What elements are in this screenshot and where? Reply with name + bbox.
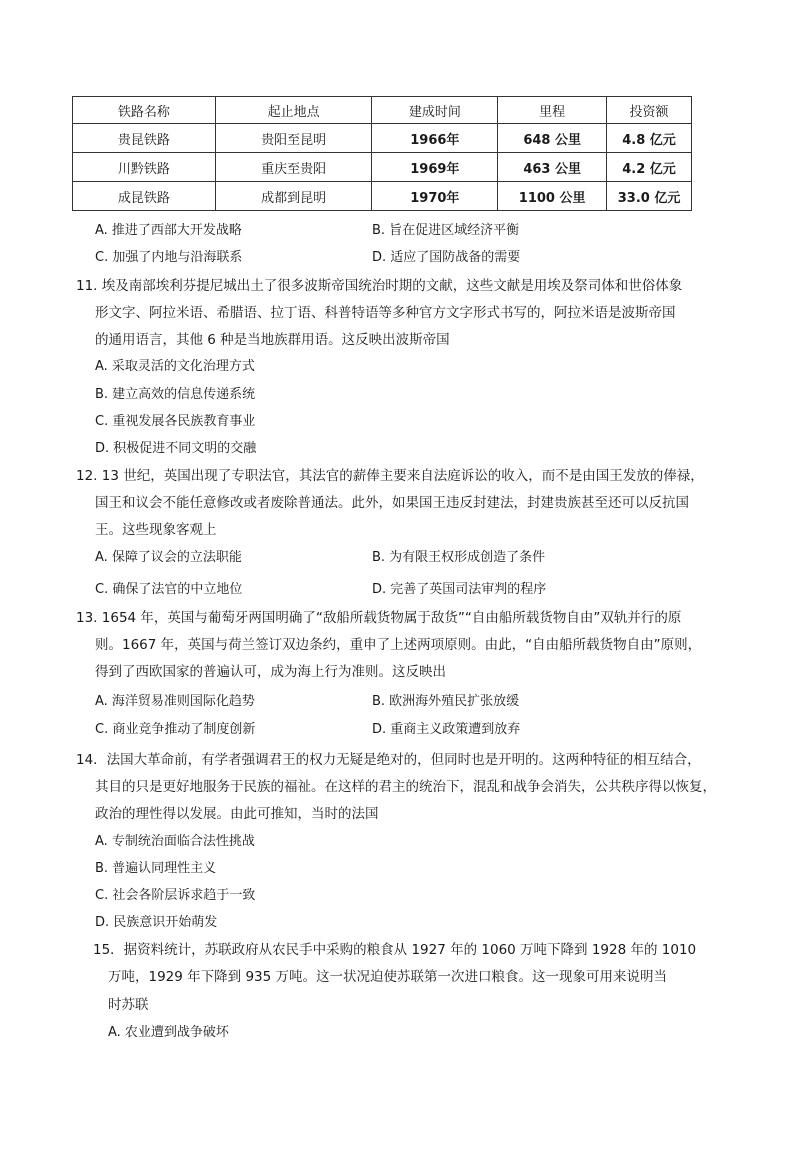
q12-option-d: D. 完善了英国司法审判的程序 (372, 582, 547, 597)
table-cell: 4.2 亿元 (607, 153, 692, 182)
table-cell: 463 公里 (498, 153, 607, 182)
q15-stem-line-3: 时苏联 (108, 997, 149, 1013)
table-cell: 4.8 亿元 (607, 124, 692, 153)
q15-stem-line-1: 15．据资料统计，苏联政府从农民手中采购的粮食从 1927 年的 1060 万吨下降到 1928 年的 1010 (93, 942, 697, 958)
q13-stem-line-2: 则。1667 年，英国与荷兰签订双边条约，重申了上述两项原则。由此，“自由船所载货物自由”原则， (95, 637, 702, 653)
table-header-cell: 投资额 (607, 97, 692, 124)
q15-stem-line-2: 万吨，1929 年下降到 935 万吨。这一状况迫使苏联第一次进口粮食。这一现象可用来说明当 (108, 969, 667, 985)
q10-option-a: A. 推进了西部大开发战略 (95, 223, 242, 238)
q13-option-c: C. 商业竞争推动了制度创新 (95, 722, 256, 737)
railway-table (72, 96, 692, 211)
q13-option-d: D. 重商主义政策遭到放弃 (372, 722, 521, 737)
q11-option-a: A. 采取灵活的文化治理方式 (95, 359, 255, 374)
q11-option-c: C. 重视发展各民族教育事业 (95, 414, 256, 429)
table-cell: 1969年 (372, 153, 498, 182)
q11-stem-line-3: 的通用语言，其他 6 种是当地族群用语。这反映出波斯帝国 (95, 332, 450, 348)
q11-stem-line-2: 形文字、阿拉米语、希腊语、拉丁语、科普特语等多种官方文字形式书写的，阿拉米语是波斯帝国 (95, 305, 676, 321)
q10-option-b: B. 旨在促进区域经济平衡 (372, 223, 520, 238)
q14-option-d: D. 民族意识开始萌发 (95, 915, 218, 930)
q11-option-d: D. 积极促进不同文明的交融 (95, 441, 257, 456)
table-cell: 贵阳至昆明 (215, 124, 372, 153)
q14-stem-line-3: 政治的理性得以发展。由此可推知，当时的法国 (95, 806, 379, 822)
q14-option-a: A. 专制统治面临合法性挑战 (95, 834, 255, 849)
table-cell: 川黔铁路 (73, 153, 216, 182)
q10-option-d: D. 适应了国防战备的需要 (372, 250, 521, 265)
table-header-cell: 建成时间 (372, 97, 498, 124)
q12-stem-line-1: 12. 13 世纪，英国出现了专职法官，其法官的薪俸主要来自法庭诉讼的收入，而不是由国王发放的俸禄， (76, 468, 704, 484)
q12-stem-line-3: 王。这些现象客观上 (95, 522, 217, 538)
table-cell: 重庆至贵阳 (215, 153, 372, 182)
table-cell: 1100 公里 (498, 182, 607, 211)
q14-stem-line-2: 其目的只是更好地服务于民族的福祉。在这样的君主的统治下，混乱和战争会消失，公共秩序得以恢复， (95, 779, 716, 795)
table-row (73, 153, 692, 182)
q14-option-c: C. 社会各阶层诉求趋于一致 (95, 888, 256, 903)
q10-option-c: C. 加强了内地与沿海联系 (95, 250, 243, 265)
q12-option-b: B. 为有限王权形成创造了条件 (372, 550, 546, 565)
q15-option-a: A. 农业遭到战争破坏 (108, 1025, 229, 1040)
table-cell: 1966年 (372, 124, 498, 153)
q12-option-c: C. 确保了法官的中立地位 (95, 582, 243, 597)
table-cell: 成昆铁路 (73, 182, 216, 211)
q13-stem-line-3: 得到了西欧国家的普遍认可，成为海上行为准则。这反映出 (95, 664, 446, 680)
q14-option-b: B. 普遍认同理性主义 (95, 861, 217, 876)
q13-option-a: A. 海洋贸易准则国际化趋势 (95, 694, 255, 709)
table-header-row (73, 97, 692, 124)
table-cell: 1970年 (372, 182, 498, 211)
table-header-cell: 铁路名称 (73, 97, 216, 124)
table-header-cell: 起止地点 (215, 97, 372, 124)
table-cell: 33.0 亿元 (607, 182, 692, 211)
q12-stem-line-2: 国王和议会不能任意修改或者废除普通法。此外，如果国王违反封建法，封建贵族甚至还可以反抗国 (95, 495, 689, 511)
table-cell: 648 公里 (498, 124, 607, 153)
q13-stem-line-1: 13. 1654 年，英国与葡萄牙两国明确了“敌船所载货物属于敌货”“自由船所载货物自由”双轨并行的原 (76, 610, 682, 626)
table-header-cell: 里程 (498, 97, 607, 124)
q11-option-b: B. 建立高效的信息传递系统 (95, 387, 256, 402)
q13-option-b: B. 欧洲海外殖民扩张放缓 (372, 694, 520, 709)
table-cell: 成都到昆明 (215, 182, 372, 211)
q11-stem-line-1: 11. 埃及南部埃利芬提尼城出土了很多波斯帝国统治时期的文献，这些文献是用埃及祭司体和世俗体象 (76, 278, 683, 294)
table-cell: 贵昆铁路 (73, 124, 216, 153)
table-row (73, 124, 692, 153)
table-row (73, 182, 692, 211)
q14-stem-line-1: 14．法国大革命前，有学者强调君王的权力无疑是绝对的，但同时也是开明的。这两种特征的相互结合， (76, 752, 701, 768)
q12-option-a: A. 保障了议会的立法职能 (95, 550, 242, 565)
